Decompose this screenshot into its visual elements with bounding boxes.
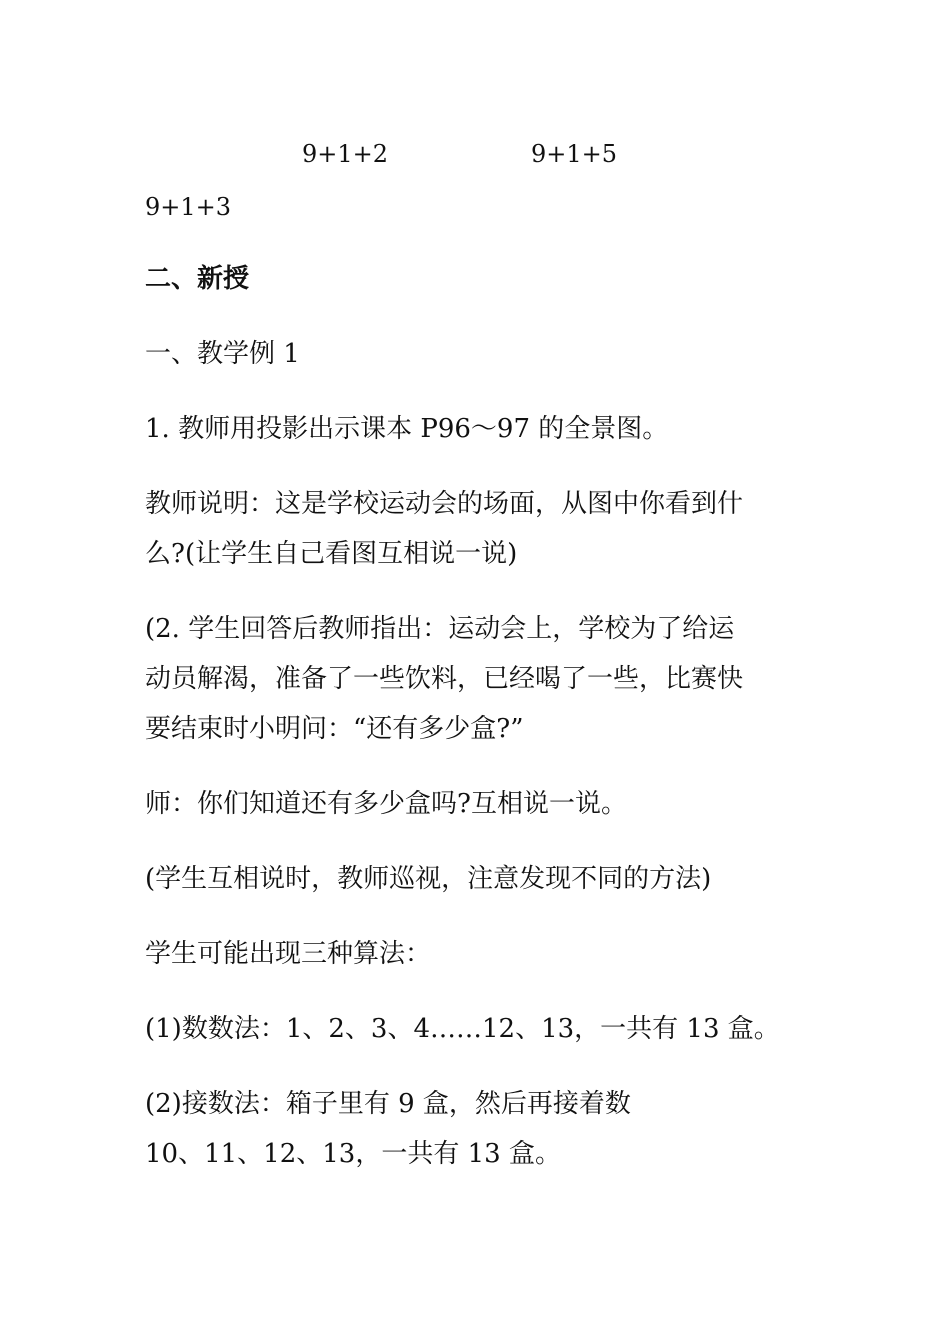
paragraph-student-discussion: (学生互相说时，教师巡视，注意发现不同的方法) (145, 864, 712, 894)
paragraph-teacher-question: 师：你们知道还有多少盒吗?互相说一说。 (145, 789, 627, 819)
paragraph-teacher-explanation-line-2: 么?(让学生自己看图互相说一说) (145, 539, 518, 569)
subsection-heading: 一、教学例 1 (145, 339, 300, 369)
paragraph-step-2-line-2: 动员解渴，准备了一些饮料，已经喝了一些，比赛快 (145, 664, 744, 694)
paragraph-step-2-line-1: (2. 学生回答后教师指出：运动会上，学校为了给运 (145, 614, 735, 644)
paragraph-method-continue-counting-line-1: (2)接数法：箱子里有 9 盒，然后再接着数 (145, 1089, 631, 1119)
exercise-9-1-2: 9+1+2 (302, 140, 389, 168)
paragraph-step-2-line-3: 要结束时小明问：“还有多少盒?” (145, 714, 524, 744)
paragraph-teacher-explanation-line-1: 教师说明：这是学校运动会的场面，从图中你看到什 (145, 489, 744, 519)
paragraph-three-methods: 学生可能出现三种算法： (145, 939, 432, 969)
paragraph-method-continue-counting-line-2: 10、11、12、13，一共有 13 盒。 (145, 1139, 561, 1169)
exercise-9-1-3: 9+1+3 (145, 193, 232, 221)
exercise-9-1-5: 9+1+5 (531, 140, 618, 168)
paragraph-step-1: 1. 教师用投影出示课本 P96～97 的全景图。 (145, 414, 669, 444)
section-heading: 二、新授 (145, 264, 250, 294)
paragraph-method-counting: (1)数数法：1、2、3、4……12、13，一共有 13 盒。 (145, 1014, 780, 1044)
